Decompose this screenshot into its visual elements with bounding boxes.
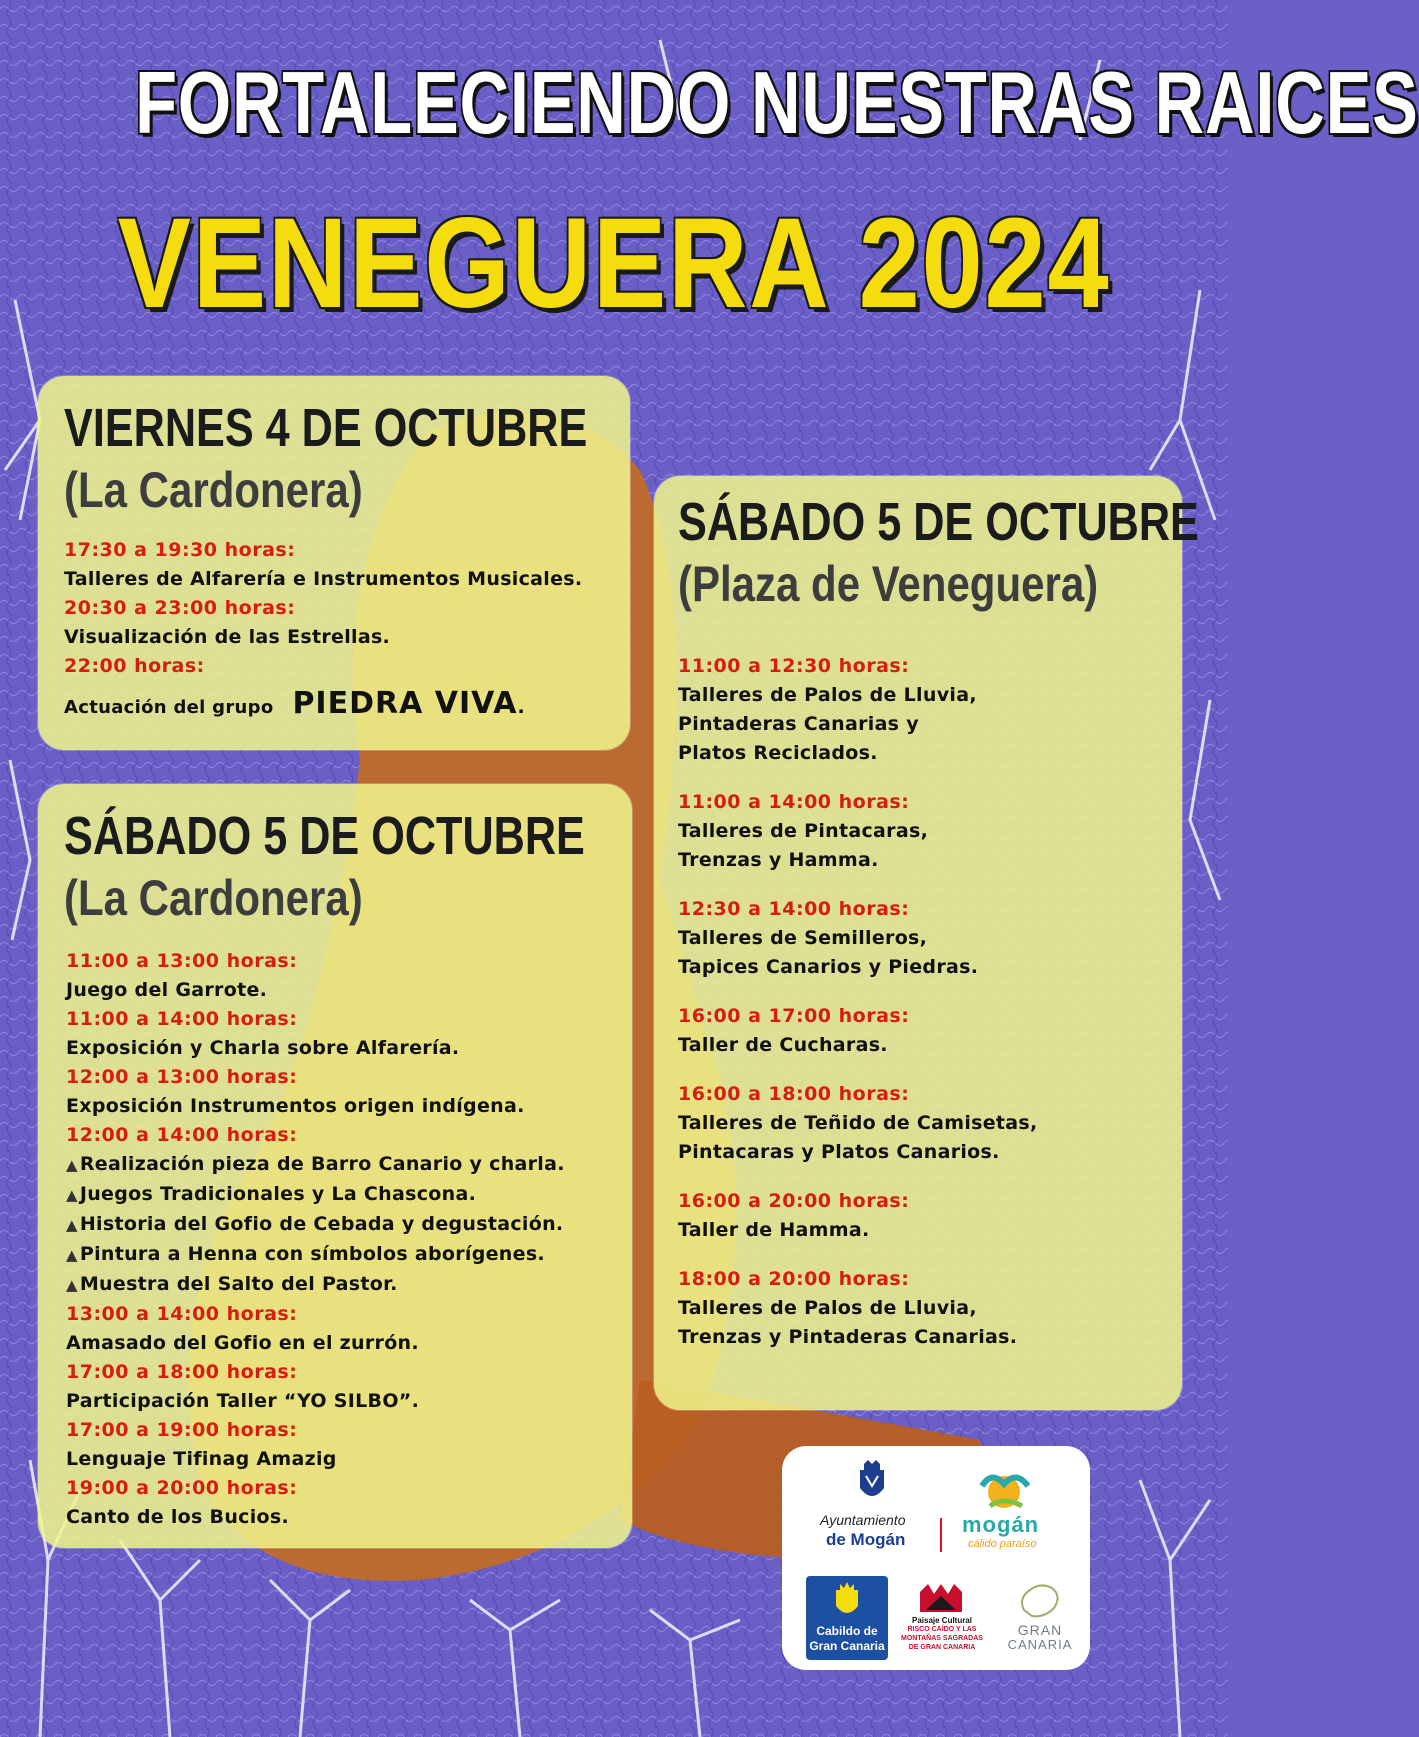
triangle-icon: ▲ <box>66 1216 78 1234</box>
activity-text: Talleres de Semilleros, <box>678 927 928 949</box>
time-label: 16:00 a 20:00 horas: <box>678 1190 910 1212</box>
time-label: 12:00 a 14:00 horas: <box>66 1124 298 1146</box>
panel-heading: SÁBADO 5 DE OCTUBRE <box>678 492 1199 552</box>
gran-canaria-island-icon <box>1014 1580 1064 1620</box>
paisaje-line4: DE GRAN CANARIA <box>908 1644 976 1651</box>
panel-location: (La Cardonera) <box>64 462 363 518</box>
schedule-group <box>678 1002 1178 1060</box>
bullet-item <box>66 1240 626 1270</box>
panel-sabado-plaza <box>654 476 1199 1410</box>
band-suffix: . <box>517 696 526 718</box>
time-label: 11:00 a 14:00 horas: <box>678 791 910 813</box>
activity-text: Pintaderas Canarias y <box>678 713 919 735</box>
triangle-icon: ▲ <box>66 1156 78 1174</box>
schedule-group <box>678 895 1178 982</box>
paisaje-line3: MONTAÑAS SAGRADAS <box>901 1635 983 1642</box>
activity-text: Juego del Garrote. <box>66 979 268 1001</box>
activity-text: Participación Taller “YO SILBO”. <box>66 1390 420 1412</box>
ayuntamiento-line1: Ayuntamiento <box>820 1512 906 1528</box>
time-label: 12:30 a 14:00 horas: <box>678 898 910 920</box>
activity-row <box>64 686 624 722</box>
time-label: 17:00 a 19:00 horas: <box>66 1419 298 1441</box>
ayuntamiento-line2: de Mogán <box>826 1530 906 1549</box>
bullet-item <box>66 1270 626 1300</box>
cabildo-line2: Gran Canaria <box>809 1639 885 1653</box>
panel-viernes <box>38 376 630 750</box>
time-label: 17:30 a 19:30 horas: <box>64 539 296 561</box>
time-label: 13:00 a 14:00 horas: <box>66 1303 298 1325</box>
activity-text: Canto de los Bucios. <box>66 1506 289 1528</box>
time-label: 20:30 a 23:00 horas: <box>64 597 296 619</box>
activity-text: Lenguaje Tifinag Amazig <box>66 1448 337 1470</box>
mogan-wordmark: mogán <box>962 1512 1040 1537</box>
time-label: 18:00 a 20:00 horas: <box>678 1268 910 1290</box>
activity-text: Exposición y Charla sobre Alfarería. <box>66 1037 460 1059</box>
bullet-item <box>66 1150 626 1180</box>
triangle-icon: ▲ <box>66 1186 78 1204</box>
activity-text: Tapices Canarios y Piedras. <box>678 956 979 978</box>
activity-text: Platos Reciclados. <box>678 742 878 764</box>
bullet-text: Muestra del Salto del Pastor. <box>79 1273 398 1295</box>
activity-text: Talleres de Alfarería e Instrumentos Musicales. <box>64 568 583 590</box>
activity-text: Visualización de las Estrellas. <box>64 626 391 648</box>
risco-caido-icon <box>920 1582 962 1612</box>
band-name: PIEDRA VIVA <box>292 686 518 721</box>
schedule-group <box>678 652 1178 768</box>
schedule-group <box>678 1080 1178 1167</box>
time-label: 11:00 a 13:00 horas: <box>66 950 298 972</box>
activity-text: Talleres de Pintacaras, <box>678 820 929 842</box>
panel-sabado-cardonera <box>38 784 632 1548</box>
cabildo-logo <box>806 1576 888 1660</box>
time-label: 17:00 a 18:00 horas: <box>66 1361 298 1383</box>
time-label: 12:00 a 13:00 horas: <box>66 1066 298 1088</box>
activity-text: Exposición Instrumentos origen indígena. <box>66 1095 525 1117</box>
bullet-item <box>66 1180 626 1210</box>
sponsor-logos <box>782 1446 1090 1670</box>
title-line1: FORTALECIENDO NUESTRAS RAICES <box>135 53 1419 152</box>
triangle-icon: ▲ <box>66 1246 78 1264</box>
schedule-group <box>678 788 1178 875</box>
gran-canaria-line1: GRAN <box>1017 1622 1063 1638</box>
time-label: 11:00 a 14:00 horas: <box>66 1008 298 1030</box>
time-label: 22:00 horas: <box>64 655 205 677</box>
triangle-icon: ▲ <box>66 1276 78 1294</box>
bullet-text: Juegos Tradicionales y La Chascona. <box>79 1183 477 1205</box>
mogan-tagline: cálido paraíso <box>968 1538 1037 1550</box>
mogan-coat-of-arms-icon <box>856 1460 888 1504</box>
cabildo-crest-icon <box>834 1582 860 1620</box>
bullet-text: Realización pieza de Barro Canario y charla. <box>79 1153 565 1175</box>
activity-text: Amasado del Gofio en el zurrón. <box>66 1332 419 1354</box>
panel-location: (Plaza de Veneguera) <box>678 556 1099 612</box>
bullet-item <box>66 1210 626 1240</box>
time-label: 19:00 a 20:00 horas: <box>66 1477 298 1499</box>
paisaje-line1: Paisaje Cultural <box>911 1616 973 1625</box>
activity-text: Taller de Hamma. <box>678 1219 870 1241</box>
bullet-text: Historia del Gofio de Cebada y degustación. <box>79 1213 564 1235</box>
schedule-group <box>678 1265 1178 1352</box>
activity-text: Trenzas y Hamma. <box>678 849 879 871</box>
time-label: 11:00 a 12:30 horas: <box>678 655 910 677</box>
activity-text: Talleres de Palos de Lluvia, <box>678 684 977 706</box>
panel-heading: SÁBADO 5 DE OCTUBRE <box>64 806 585 866</box>
schedule-group <box>678 1187 1178 1245</box>
gran-canaria-line2: CANARIA <box>1007 1637 1073 1652</box>
title-line2: VENEGUERA 2024 <box>117 192 1111 335</box>
panel-heading: VIERNES 4 DE OCTUBRE <box>64 398 588 458</box>
panel-location: (La Cardonera) <box>64 870 363 926</box>
bullet-text: Pintura a Henna con símbolos aborígenes. <box>79 1243 545 1265</box>
mogan-sun-icon <box>974 1466 1036 1512</box>
activity-text: Talleres de Teñido de Camisetas, <box>678 1112 1038 1134</box>
time-label: 16:00 a 18:00 horas: <box>678 1083 910 1105</box>
cabildo-line1: Cabildo de <box>816 1624 878 1638</box>
paisaje-line2: RISCO CAÍDO Y LAS <box>907 1626 977 1633</box>
activity-text: Pintacaras y Platos Canarios. <box>678 1141 1000 1163</box>
activity-text: Talleres de Palos de Lluvia, <box>678 1297 977 1319</box>
logo-divider <box>940 1518 942 1552</box>
activity-text: Trenzas y Pintaderas Canarias. <box>678 1326 1018 1348</box>
time-label: 16:00 a 17:00 horas: <box>678 1005 910 1027</box>
activity-text: Actuación del grupo <box>64 697 274 718</box>
activity-text: Taller de Cucharas. <box>678 1034 888 1056</box>
